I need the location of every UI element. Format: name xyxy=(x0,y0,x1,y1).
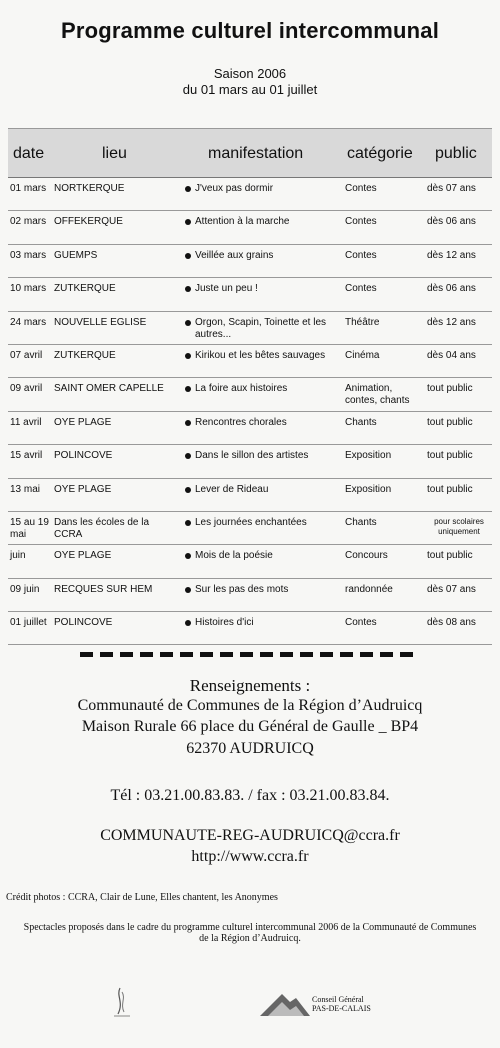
cell-manifestation: La foire aux histoires xyxy=(195,383,288,395)
cell-lieu: OYE PLAGE xyxy=(54,416,112,428)
cell-date: 13 mai xyxy=(10,483,41,495)
cell-manifestation: Dans le sillon des artistes xyxy=(195,450,309,462)
table-row xyxy=(8,245,492,278)
season-label: Saison 2006 xyxy=(213,66,287,81)
cell-date: 01 mars xyxy=(10,183,47,194)
conseil-general-logo xyxy=(260,992,371,1023)
cell-lieu: ZUTKERQUE xyxy=(54,349,116,361)
cell-date: 15 avril xyxy=(10,450,43,462)
col-date-header: date xyxy=(13,145,45,162)
table-row xyxy=(8,178,492,211)
cell-public: tout public xyxy=(427,416,473,428)
cell-public: dès 04 ans xyxy=(427,349,476,361)
bullet-icon xyxy=(185,320,191,326)
cell-date: 11 avril xyxy=(10,416,42,428)
info-address-line1: Maison Rurale 66 place du Général de Gaulle _ BP4 xyxy=(81,718,419,735)
cell-lieu: NORTKERQUE xyxy=(54,183,125,194)
cell-public: dès 06 ans xyxy=(427,216,476,228)
cell-manifestation: Juste un peu ! xyxy=(195,283,258,295)
cell-lieu: RECQUES SUR HEM xyxy=(54,583,153,595)
photo-credit: Crédit photos : CCRA, Clair de Lune, Elles chantent, les Anonymes xyxy=(6,892,278,903)
cell-categorie: Contes xyxy=(345,283,377,295)
cell-categorie: Chants xyxy=(345,516,377,528)
cell-public: tout public xyxy=(427,450,473,462)
cell-categorie: Chants xyxy=(345,416,377,428)
table-row xyxy=(8,445,492,478)
cell-public: dès 07 ans xyxy=(427,183,476,194)
cell-categorie: Concours xyxy=(345,550,388,562)
cell-lieu: OYE PLAGE xyxy=(54,483,112,495)
info-heading: Renseignements : xyxy=(189,676,311,695)
table-row xyxy=(8,345,492,378)
cell-lieu: POLINCOVE xyxy=(54,450,113,462)
bullet-icon xyxy=(185,386,191,392)
bullet-icon xyxy=(185,253,191,259)
info-phone: Tél : 03.21.00.83.83. / fax : 03.21.00.83.84. xyxy=(110,787,390,804)
bullet-icon xyxy=(185,553,191,559)
cell-date: 15 au 19 mai xyxy=(10,516,49,540)
page-title: Programme culturel intercommunal xyxy=(60,18,440,43)
cell-public: tout public xyxy=(427,383,473,395)
info-website[interactable]: http://www.ccra.fr xyxy=(191,848,309,865)
cell-date: 10 mars xyxy=(10,283,47,295)
bullet-icon xyxy=(185,520,191,526)
cell-lieu: OYE PLAGE xyxy=(54,550,112,562)
logo-line1: Conseil Général xyxy=(312,995,364,1004)
col-categorie-header: catégorie xyxy=(347,145,413,162)
cell-public: dès 12 ans xyxy=(427,249,476,261)
dashed-separator xyxy=(80,652,420,657)
cell-date: 03 mars xyxy=(10,249,47,261)
bullet-icon xyxy=(185,453,191,459)
period-label: du 01 mars au 01 juillet xyxy=(182,82,318,97)
logo-line2: PAS-DE-CALAIS xyxy=(312,1004,371,1013)
bullet-icon xyxy=(185,420,191,426)
cell-lieu: POLINCOVE xyxy=(54,617,113,629)
mountain-icon xyxy=(260,992,310,1018)
bullet-icon xyxy=(185,487,191,493)
cell-categorie: randonnée xyxy=(345,583,393,595)
cell-manifestation: Mois de la poésie xyxy=(195,550,273,562)
cell-public: tout public xyxy=(427,550,473,562)
cell-lieu: ZUTKERQUE xyxy=(54,283,116,295)
cell-categorie: Contes xyxy=(345,249,377,261)
cell-manifestation: Les journées enchantées xyxy=(195,516,307,528)
cell-public: dès 08 ans xyxy=(427,617,476,629)
cell-public: tout public xyxy=(427,483,473,495)
cell-lieu: SAINT OMER CAPELLE xyxy=(54,383,164,395)
cell-lieu: OFFEKERQUE xyxy=(54,216,123,228)
bullet-icon xyxy=(185,587,191,593)
bullet-icon xyxy=(185,353,191,359)
bullet-icon xyxy=(185,286,191,292)
table-row xyxy=(8,412,492,445)
table-body xyxy=(8,178,492,645)
info-org: Communauté de Communes de la Région d’Audruicq xyxy=(77,697,423,714)
cell-categorie: Contes xyxy=(345,183,377,194)
bullet-icon xyxy=(185,219,191,225)
cell-manifestation: Lever de Rideau xyxy=(195,483,269,495)
col-public-header: public xyxy=(435,145,477,162)
bullet-icon xyxy=(185,186,191,192)
table-header xyxy=(8,128,492,178)
cell-lieu: GUEMPS xyxy=(54,249,98,261)
cell-categorie: Contes xyxy=(345,617,377,629)
info-email[interactable]: COMMUNAUTE-REG-AUDRUICQ@ccra.fr xyxy=(100,827,400,844)
cell-manifestation: Histoires d'ici xyxy=(195,617,254,629)
cell-date: 01 juillet xyxy=(10,617,47,629)
cell-date: 07 avril xyxy=(10,349,43,361)
cell-manifestation: Sur les pas des mots xyxy=(195,583,289,595)
cell-categorie: Animation, contes, chants xyxy=(345,383,410,407)
table-row xyxy=(8,378,492,411)
cell-lieu: NOUVELLE EGLISE xyxy=(54,316,147,328)
cell-manifestation: Orgon, Scapin, Toinette et les autres... xyxy=(195,316,327,340)
cell-date: 09 juin xyxy=(10,583,40,595)
program-table xyxy=(8,128,492,645)
ccra-logo xyxy=(108,984,136,1020)
cell-public: dès 06 ans xyxy=(427,283,476,295)
table-row xyxy=(8,312,492,345)
cell-date: 09 avril xyxy=(10,383,43,395)
footer-note: Spectacles proposés dans le cadre du programme culturel intercommunal 2006 de la Communauté de Communes de la Région d’Audruicq. xyxy=(23,922,477,944)
bullet-icon xyxy=(185,620,191,626)
cell-categorie: Théâtre xyxy=(345,316,380,328)
table-row xyxy=(8,479,492,512)
table-row xyxy=(8,278,492,311)
cell-manifestation: Attention à la marche xyxy=(195,216,290,228)
cell-manifestation: Kirikou et les bêtes sauvages xyxy=(195,349,326,361)
table-row xyxy=(8,211,492,244)
table-row xyxy=(8,545,492,578)
cell-categorie: Cinéma xyxy=(345,349,380,361)
cell-date: 24 mars xyxy=(10,316,47,328)
cell-public: dès 12 ans xyxy=(427,316,476,328)
cell-date: 02 mars xyxy=(10,216,47,228)
col-manifestation-header: manifestation xyxy=(208,145,304,162)
cell-categorie: Exposition xyxy=(345,450,392,462)
table-row xyxy=(8,612,492,645)
cell-manifestation: Veillée aux grains xyxy=(195,249,274,261)
cell-manifestation: J'veux pas dormir xyxy=(195,183,274,194)
cell-lieu: Dans les écoles de la CCRA xyxy=(54,516,150,540)
cell-manifestation: Rencontres chorales xyxy=(195,416,287,428)
cell-public: dès 07 ans xyxy=(427,583,476,595)
cell-public: pour scolaires uniquement xyxy=(434,516,484,536)
cell-date: juin xyxy=(10,550,26,562)
cell-categorie: Exposition xyxy=(345,483,392,495)
col-lieu-header: lieu xyxy=(102,145,127,162)
cell-categorie: Contes xyxy=(345,216,377,228)
table-row xyxy=(8,579,492,612)
info-address-line2: 62370 AUDRUICQ xyxy=(186,740,314,757)
table-row xyxy=(8,512,492,545)
